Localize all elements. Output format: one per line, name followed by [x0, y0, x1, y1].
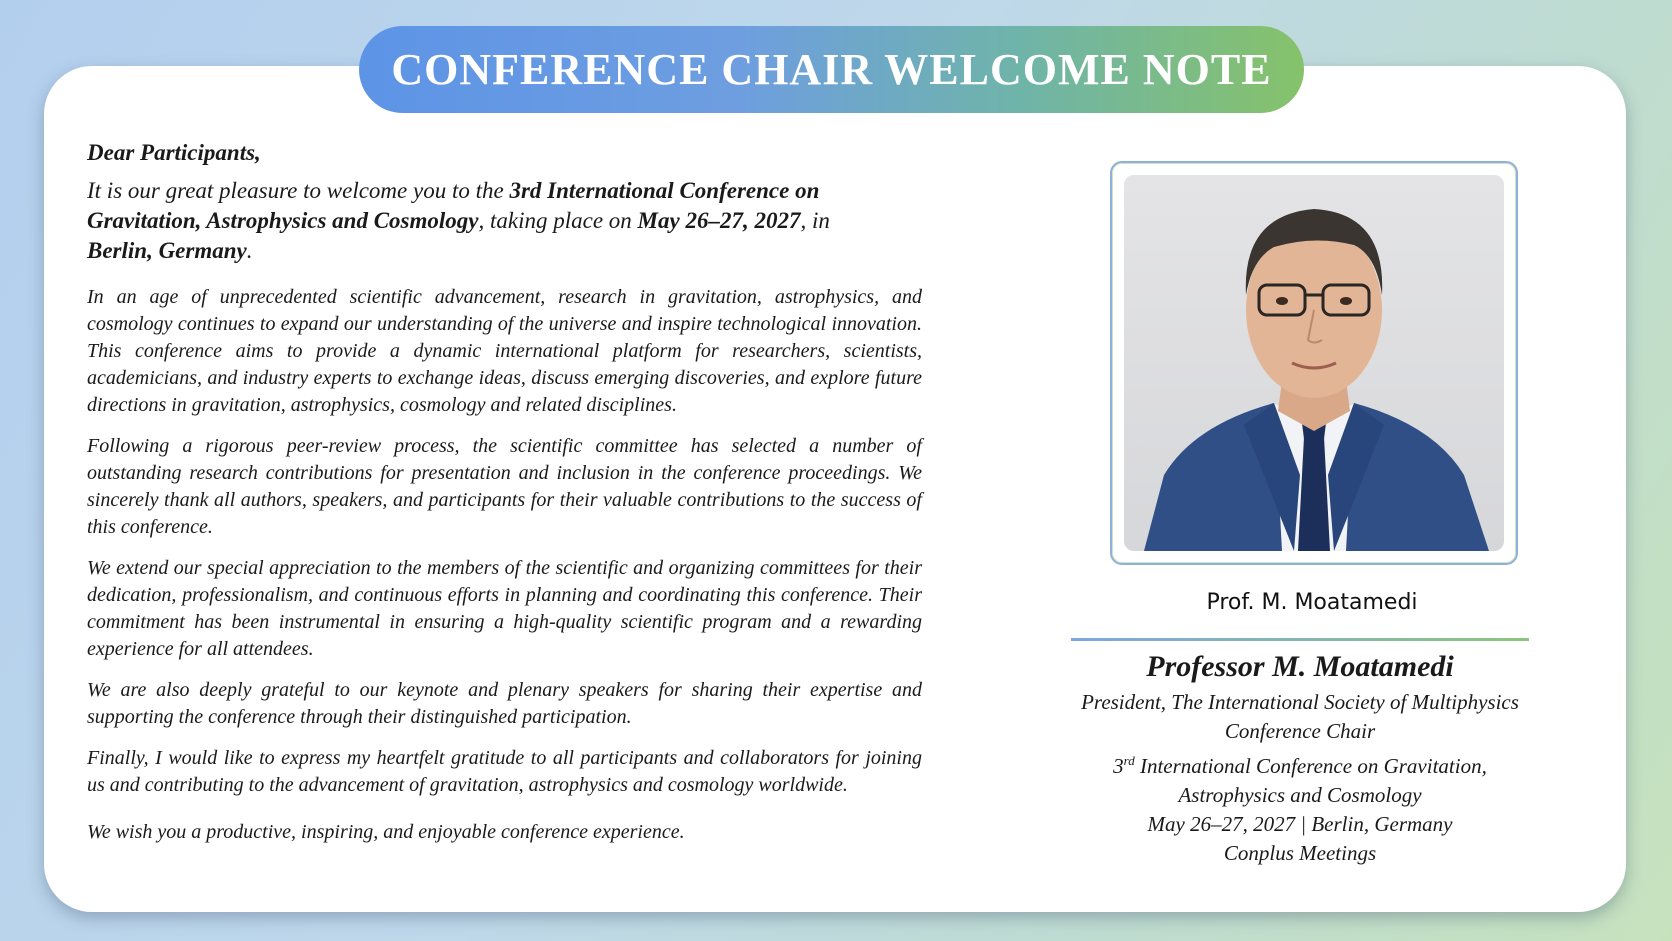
- portrait-illustration: [1124, 175, 1504, 551]
- intro-text-2: , taking place on: [478, 208, 638, 233]
- organizer: Conplus Meetings: [1223, 841, 1377, 865]
- chair-role-2: Conference Chair: [1224, 719, 1376, 743]
- welcome-letter: [87, 140, 922, 860]
- chair-name: Professor M. Moatamedi: [1146, 650, 1454, 683]
- conference-name: 3rd International Conference on Gravitation, Astrophysics and Cosmology: [87, 178, 820, 233]
- date-place: May 26–27, 2027 | Berlin, Germany: [1147, 812, 1453, 836]
- conference-line-1: [1040, 746, 1560, 781]
- intro-paragraph: [87, 176, 922, 266]
- intro-text-1: It is our great pleasure to welcome you to the: [87, 178, 510, 203]
- body-paragraph: In an age of unprecedented scientific advancement, research in gravitation, astrophysics, and cosmology continues to expand our understanding of the universe and inspire technological innovation. This conference aims to provide a dynamic international platform for researchers, scientists, academicians, and industry experts to exchange ideas, discuss emerging discoveries, and explore future directions in gravitation, astrophysics, cosmology and related disciplines.: [87, 286, 922, 416]
- conference-ordinal: 3: [1113, 754, 1124, 778]
- salutation: Dear Participants,: [87, 140, 261, 165]
- signature-block: [1040, 650, 1560, 868]
- body-paragraph: Following a rigorous peer-review process, the scientific committee has selected a number of outstanding research contributions for presentation and inclusion in the conference proceedings. We sincerely thank all authors, speakers, and participants for their valuable contributions to the success of this conference.: [87, 435, 922, 538]
- portrait-frame: [1110, 161, 1518, 565]
- conference-dates: May 26–27, 2027: [637, 208, 801, 233]
- portrait-photo: [1124, 175, 1504, 551]
- body-paragraph: We extend our special appreciation to the members of the scientific and organizing committees for their dedication, professionalism, and continuous efforts in planning and coordinating this conference. Their commitment has been instrumental in ensuring a high-quality scientific program and a rewarding experience for all attendees.: [87, 557, 922, 660]
- conference-line-2: Astrophysics and Cosmology: [1178, 783, 1422, 807]
- signature-divider: [1071, 638, 1529, 641]
- chair-role-1: President, The International Society of Multiphysics: [1081, 690, 1519, 714]
- body-paragraph: Finally, I would like to express my heartfelt gratitude to all participants and collaborators for joining us and contributing to the advancement of gravitation, astrophysics and cosmology worldwide.: [87, 747, 922, 796]
- conference-ordinal-suffix: rd: [1123, 753, 1135, 768]
- intro-text-3: , in: [800, 208, 830, 233]
- conference-location: Berlin, Germany: [87, 238, 247, 263]
- intro-text-4: .: [246, 238, 253, 263]
- page-title: CONFERENCE CHAIR WELCOME NOTE: [391, 45, 1272, 94]
- page-title-banner: [359, 26, 1304, 113]
- body-paragraph: We are also deeply grateful to our keynote and plenary speakers for sharing their expertise and supporting the conference through their distinguished participation.: [87, 679, 922, 728]
- closing-line: We wish you a productive, inspiring, and enjoyable conference experience.: [87, 821, 685, 843]
- portrait-caption: Prof. M. Moatamedi: [1206, 590, 1418, 615]
- conference-line-1-rest: International Conference on Gravitation,: [1134, 754, 1487, 778]
